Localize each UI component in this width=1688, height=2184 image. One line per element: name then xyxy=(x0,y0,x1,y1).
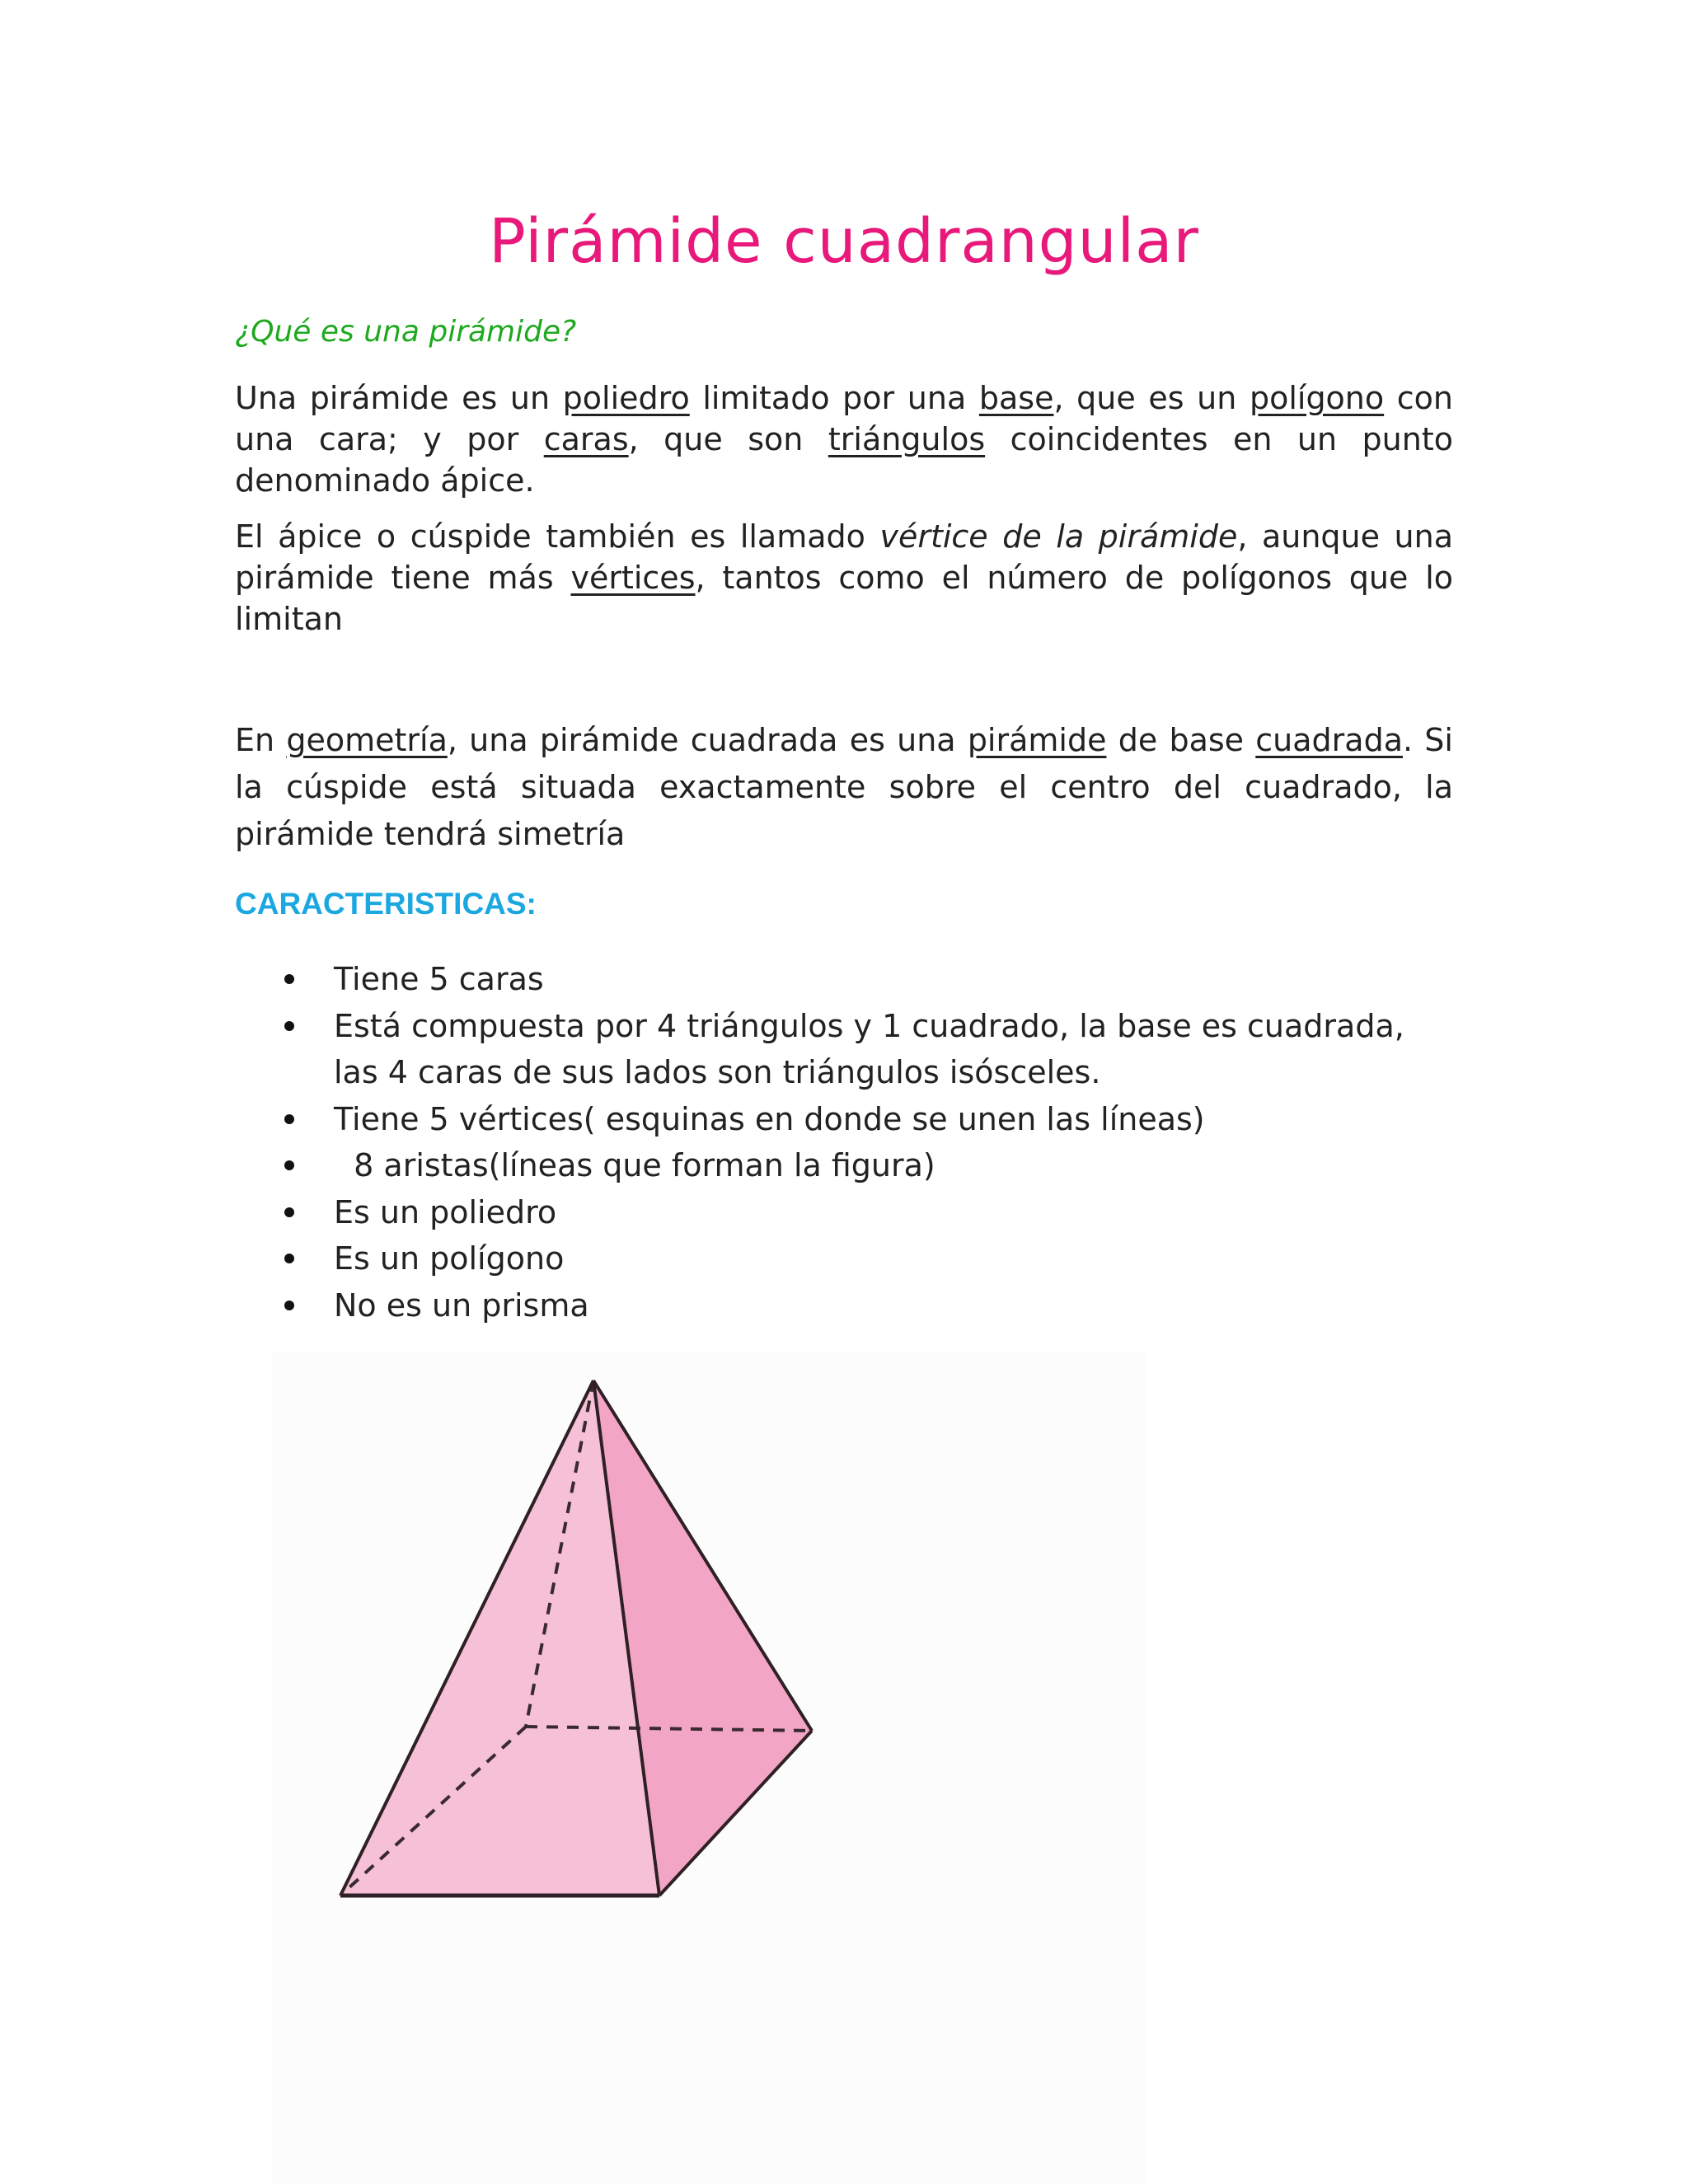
text-run: Una pirámide es un xyxy=(235,380,563,416)
list-item-text: Está compuesta por 4 triángulos y 1 cuadrado, la base es cuadrada, las 4 caras de sus lados son triángulos isósceles. xyxy=(334,1007,1404,1090)
link-cuadrada[interactable]: cuadrada xyxy=(1255,722,1403,758)
list-item xyxy=(276,1189,1453,1236)
section-question-heading: ¿Qué es una pirámide? xyxy=(235,315,577,349)
list-item-text: 8 aristas(líneas que forman la figura) xyxy=(334,1147,935,1183)
pyramid-illustration xyxy=(272,1352,1146,2184)
link-geometria[interactable]: geometría xyxy=(286,722,448,758)
link-base[interactable]: base xyxy=(978,380,1054,416)
text-run: . Si la cúspide está situada exactamente sobre el centro del cuadrado, la pirámide tendrá simetría xyxy=(235,722,1453,852)
list-item xyxy=(276,1096,1453,1143)
text-run: coincidentes en un punto denominado ápice. xyxy=(235,421,1453,499)
list-item xyxy=(276,1282,1453,1329)
link-triangulos[interactable]: triángulos xyxy=(828,421,986,457)
characteristics-heading: CARACTERISTICAS: xyxy=(235,887,537,921)
link-piramide[interactable]: pirámide xyxy=(967,722,1107,758)
paragraph-apex xyxy=(235,516,1453,640)
list-item-text: Tiene 5 vértices( esquinas en donde se unen las líneas) xyxy=(334,1100,1205,1137)
text-run: con una cara; y por xyxy=(235,380,1453,457)
list-item xyxy=(276,1142,1453,1189)
page-title: Pirámide cuadrangular xyxy=(489,206,1199,277)
list-item xyxy=(276,1003,1453,1096)
paragraph-definition xyxy=(235,377,1453,501)
list-item-text: No es un prisma xyxy=(334,1286,589,1324)
bullet-icon xyxy=(284,1021,294,1031)
text-run: , que son xyxy=(628,421,828,457)
bullet-icon xyxy=(284,1160,294,1170)
text-run: El ápice o cúspide también es llamado xyxy=(235,518,880,555)
bullet-icon xyxy=(284,1301,294,1310)
square-pyramid-diagram xyxy=(272,1352,1146,2184)
bullet-icon xyxy=(284,1254,294,1263)
link-poliedro[interactable]: poliedro xyxy=(562,380,690,416)
list-item xyxy=(276,956,1453,1003)
text-run: , aunque una pirámide tiene más xyxy=(235,518,1453,596)
link-poligono[interactable]: polígono xyxy=(1249,380,1385,416)
list-item-text: Es un poliedro xyxy=(334,1193,557,1230)
text-run: limitado por una xyxy=(689,380,979,416)
text-run: , tantos como el número de polígonos que lo limitan xyxy=(235,560,1453,637)
text-run: de base xyxy=(1106,722,1256,758)
characteristics-list xyxy=(276,956,1453,1329)
text-run: , que es un xyxy=(1053,380,1250,416)
bullet-icon xyxy=(284,1207,294,1217)
link-vertices[interactable]: vértices xyxy=(570,560,696,596)
paragraph-square-pyramid xyxy=(235,717,1453,858)
list-item-text: Tiene 5 caras xyxy=(334,961,544,997)
link-caras[interactable]: caras xyxy=(543,421,629,457)
text-run: En xyxy=(235,722,287,758)
emphasis-text: vértice de la pirámide xyxy=(879,518,1238,555)
list-item-text: Es un polígono xyxy=(334,1240,565,1277)
bullet-icon xyxy=(284,1114,294,1124)
text-run: , una pirámide cuadrada es una xyxy=(447,722,968,758)
list-item xyxy=(276,1235,1453,1282)
bullet-icon xyxy=(284,974,294,984)
